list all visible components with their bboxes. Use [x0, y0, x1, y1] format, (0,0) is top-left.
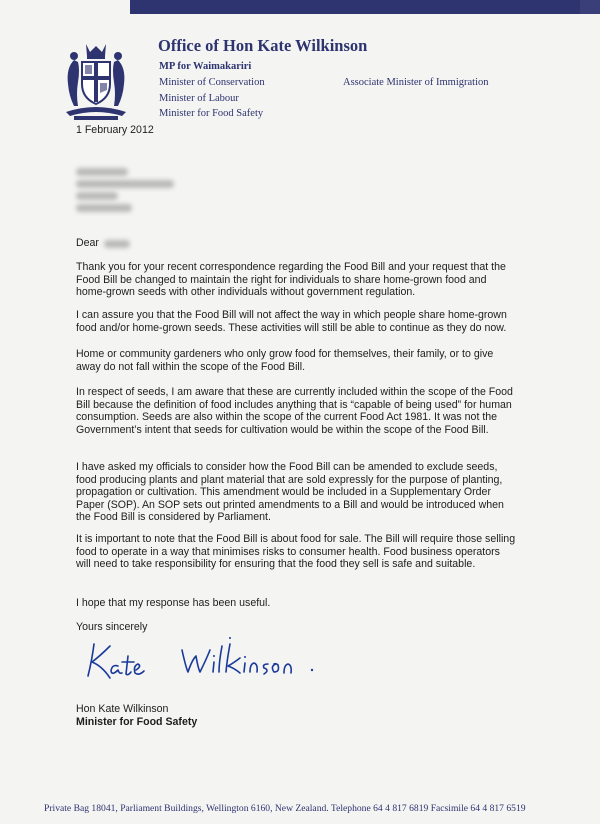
- body-paragraph: Home or community gardeners who only grow food for themselves, their family, or to give away do not fall within the scope of the Food Bill.: [76, 348, 494, 373]
- closing: Yours sincerely: [76, 621, 148, 633]
- redacted-address-line: [76, 168, 128, 176]
- role-conservation: Minister of Conservation: [159, 77, 265, 88]
- handwritten-signature: [84, 636, 334, 686]
- role-food-safety: Minister for Food Safety: [159, 108, 264, 119]
- body-paragraph: It is important to note that the Food Bill is about food for sale. The Bill will require those selling food to operate in a way that minimises risks to consumer health. Food business operators will need to take responsibility for ensuring that the food they sell is safe and suitable.: [76, 533, 516, 571]
- salutation: Dear: [76, 237, 99, 249]
- redacted-address-line: [76, 192, 118, 200]
- body-paragraph: I have asked my officials to consider how the Food Bill can be amended to exclude seeds, food producing plants and plant material that are sold expressly for the purpose of planting, propagation or cultivation. This amendment would be included in a Supplementary Order Paper (SOP). An SOP sets out printed amendments to a Bill and would be introduced when the Food Bill is considered by Parliament.: [76, 461, 504, 524]
- role-immigration: Associate Minister of Immigration: [343, 77, 489, 88]
- footer-contact: Private Bag 18041, Parliament Buildings, Wellington 6160, New Zealand. Telephone 64 4 817 6819 Facsimile 64 4 817 6519: [44, 803, 526, 814]
- redacted-address-line: [76, 180, 174, 188]
- header-bar: [130, 0, 580, 14]
- office-title: Office of Hon Kate Wilkinson: [158, 36, 368, 55]
- role-labour: Minister of Labour: [159, 93, 239, 104]
- signatory-name: Hon Kate Wilkinson: [76, 703, 169, 715]
- header-bar-edge: [580, 0, 600, 14]
- letter-date: 1 February 2012: [76, 124, 154, 136]
- body-paragraph: Thank you for your recent correspondence regarding the Food Bill and your request that the Food Bill be changed to maintain the right for individuals to share home-grown food and home-grown seeds with other individuals without government regulation.: [76, 261, 506, 299]
- body-paragraph: In respect of seeds, I am aware that these are currently included within the scope of the Food Bill because the definition of food includes anything that is “capable of being used” for human consumption. Seeds are also within the scope of the current Food Act 1981. It was not the Government’s intent that seeds for cultivation would be within the scope of the Food Bill.: [76, 386, 513, 436]
- redacted-address-line: [76, 204, 132, 212]
- redacted-recipient-name: [104, 240, 130, 248]
- coat-of-arms-icon: [56, 38, 136, 122]
- signatory-title: Minister for Food Safety: [76, 716, 198, 728]
- mp-electorate: MP for Waimakariri: [159, 61, 252, 72]
- body-paragraph: I can assure you that the Food Bill will not affect the way in which people share home-grown food and/or home-grown seeds. These activities will still be able to continue as they do now.: [76, 309, 507, 334]
- body-paragraph: I hope that my response has been useful.: [76, 597, 271, 609]
